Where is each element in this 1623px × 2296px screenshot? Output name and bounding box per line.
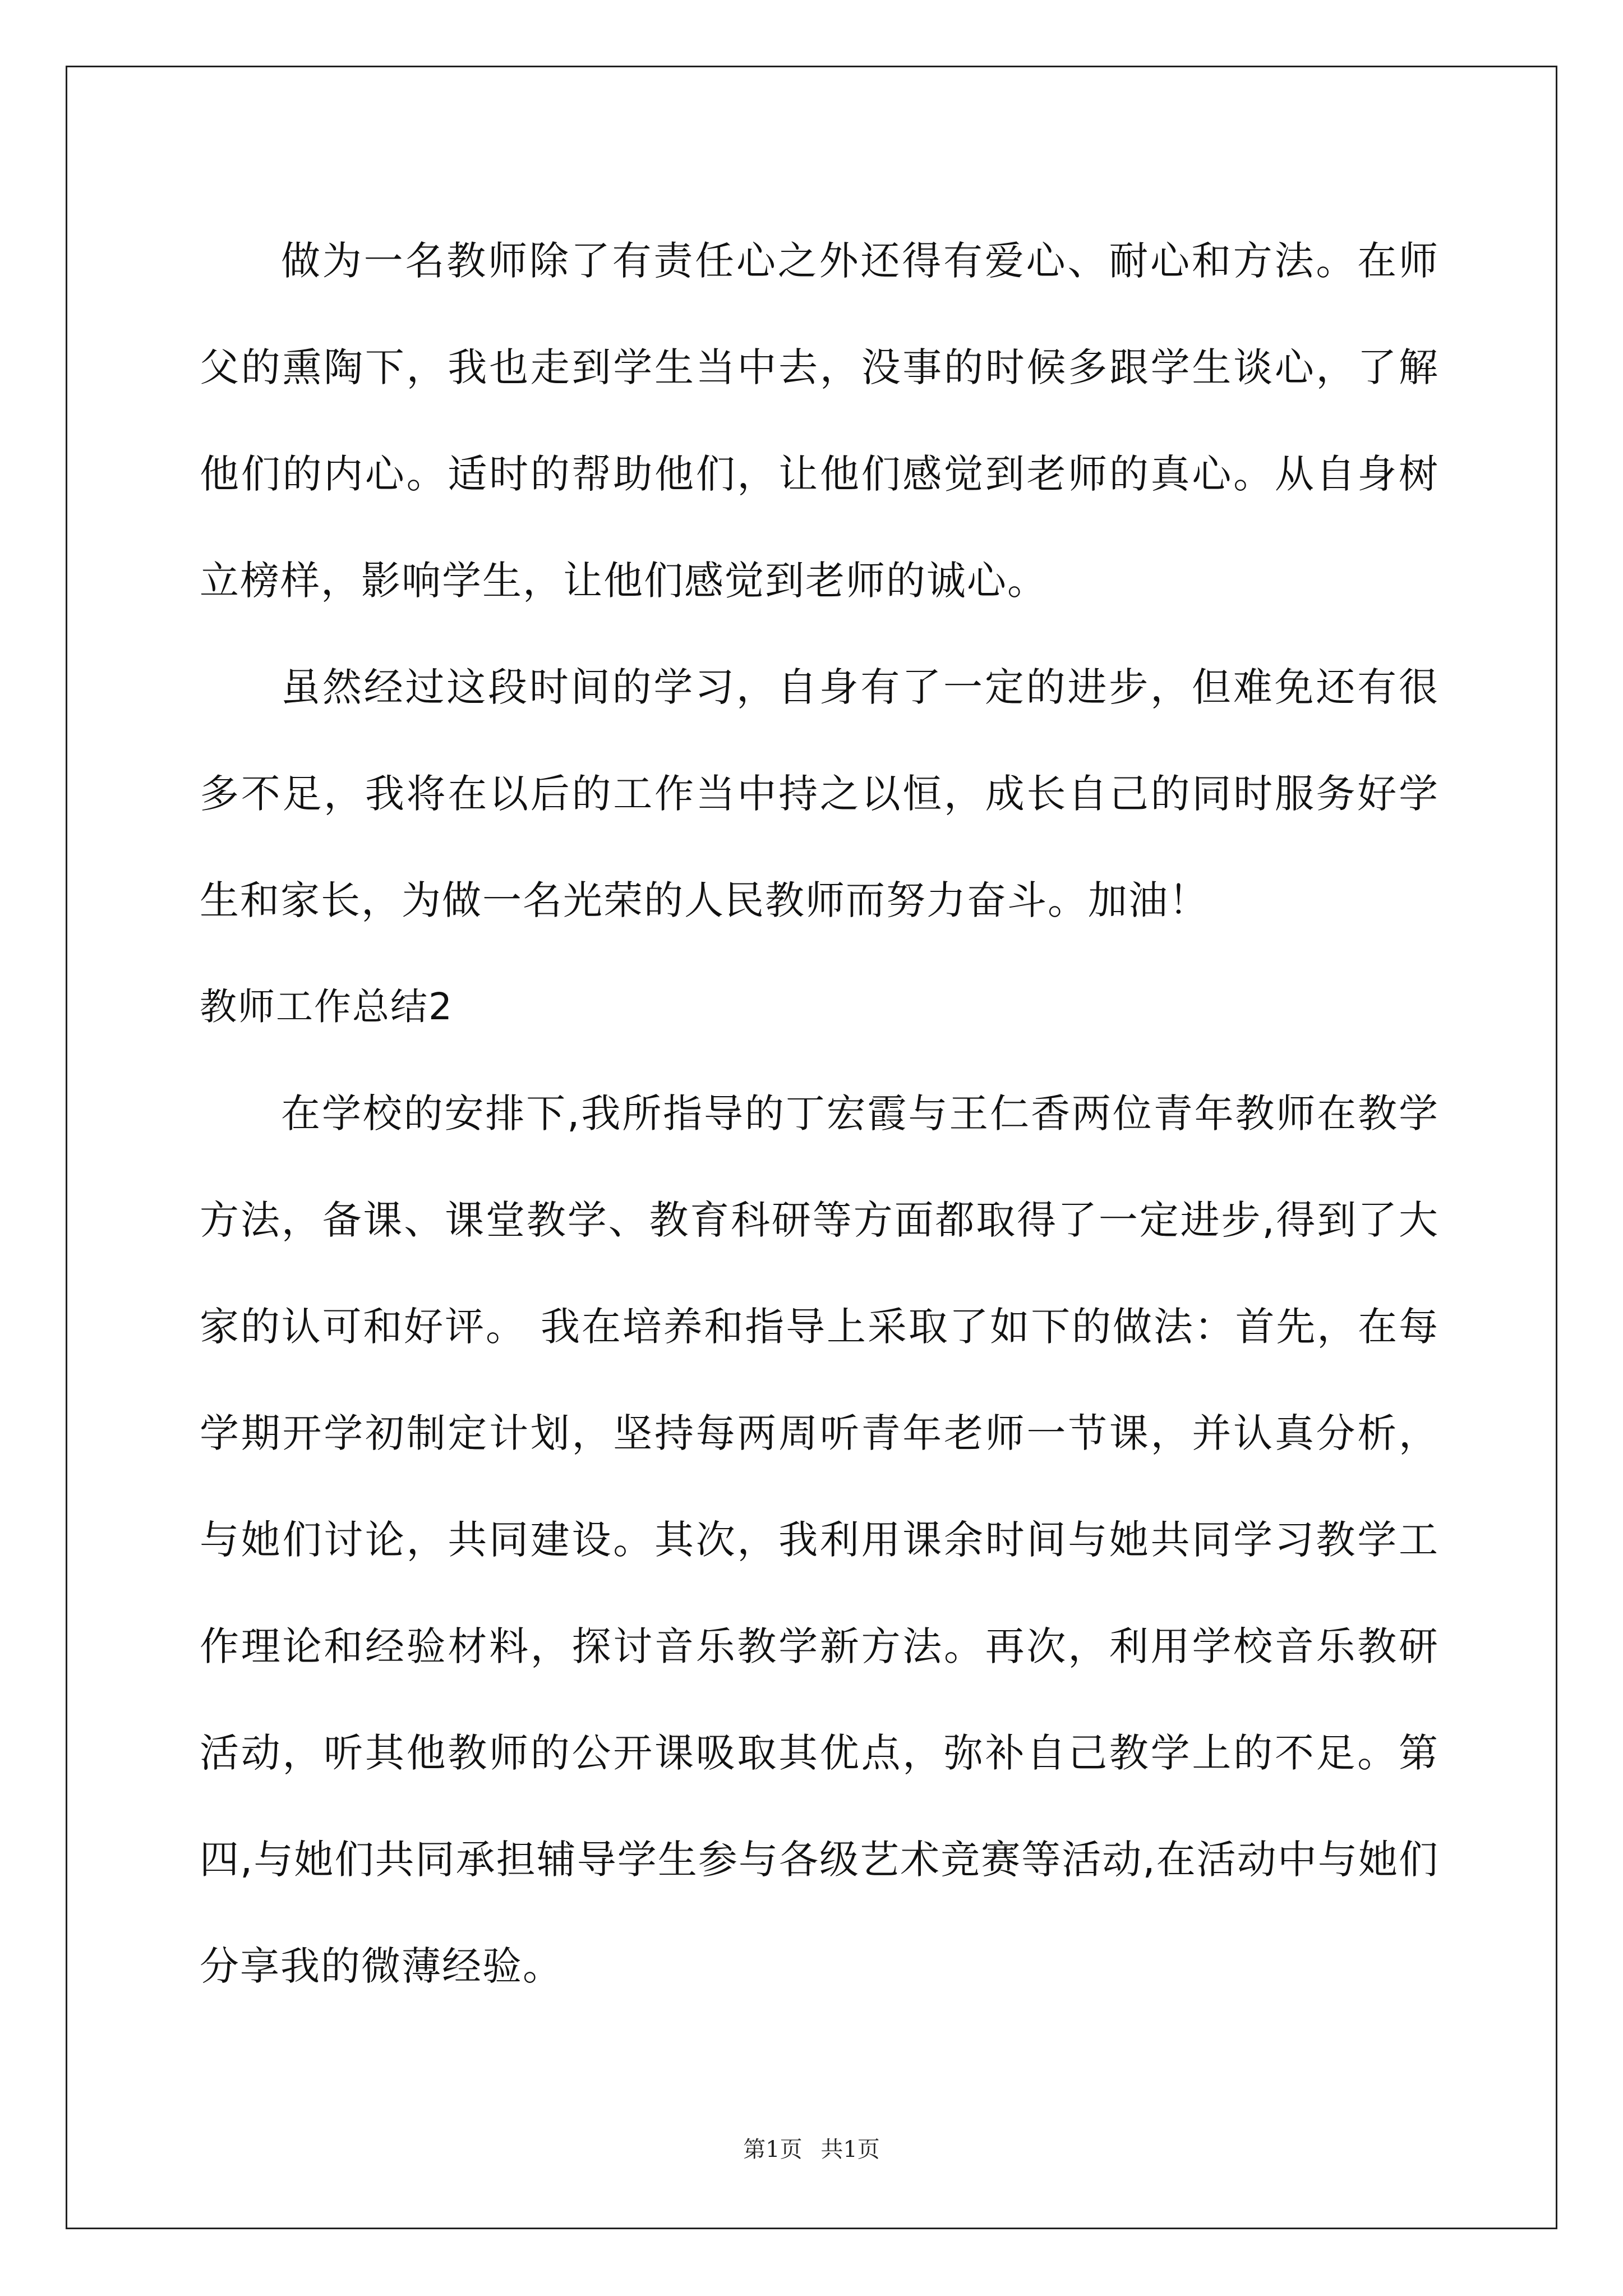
- paragraph-3: 在学校的安排下,我所指导的丁宏霞与王仁香两位青年教师在教学方法，备课、课堂教学、教育科研等方面都取得了一定进步,得到了大家的认可和好评。 我在培养和指导上采取了如下的做法：首先，在每学期开学初制定计划，坚持每两周听青年老师一节课，并认真分析，与她们讨论，共同建设。其次，我利用课余时间与她共同学习教学工作理论和经验材料，探讨音乐教学新方法。再次，利用学校音乐教研活动，听其他教师的公开课吸取其优点，弥补自己教学上的不足。第四,与她们共同承担辅导学生参与各级艺术竞赛等活动,在活动中与她们分享我的微薄经验。: [200, 1091, 1440, 1989]
- document-body: [200, 208, 1439, 2019]
- section-heading: 教师工作总结2: [200, 985, 453, 1028]
- page-footer: 第1页 共1页: [743, 2137, 880, 2162]
- paragraph-2: 虽然经过这段时间的学习，自身有了一定的进步，但难免还有很多不足，我将在以后的工作当中持之以恒，成长自己的同时服务好学生和家长，为做一名光荣的人民教师而努力奋斗。加油！: [200, 664, 1439, 923]
- paragraph-1: 做为一名教师除了有责任心之外还得有爱心、耐心和方法。在师父的熏陶下，我也走到学生当中去，没事的时候多跟学生谈心，了解他们的内心。适时的帮助他们，让他们感觉到老师的真心。从自身树立榜样，影响学生，让他们感觉到老师的诚心。: [200, 238, 1439, 604]
